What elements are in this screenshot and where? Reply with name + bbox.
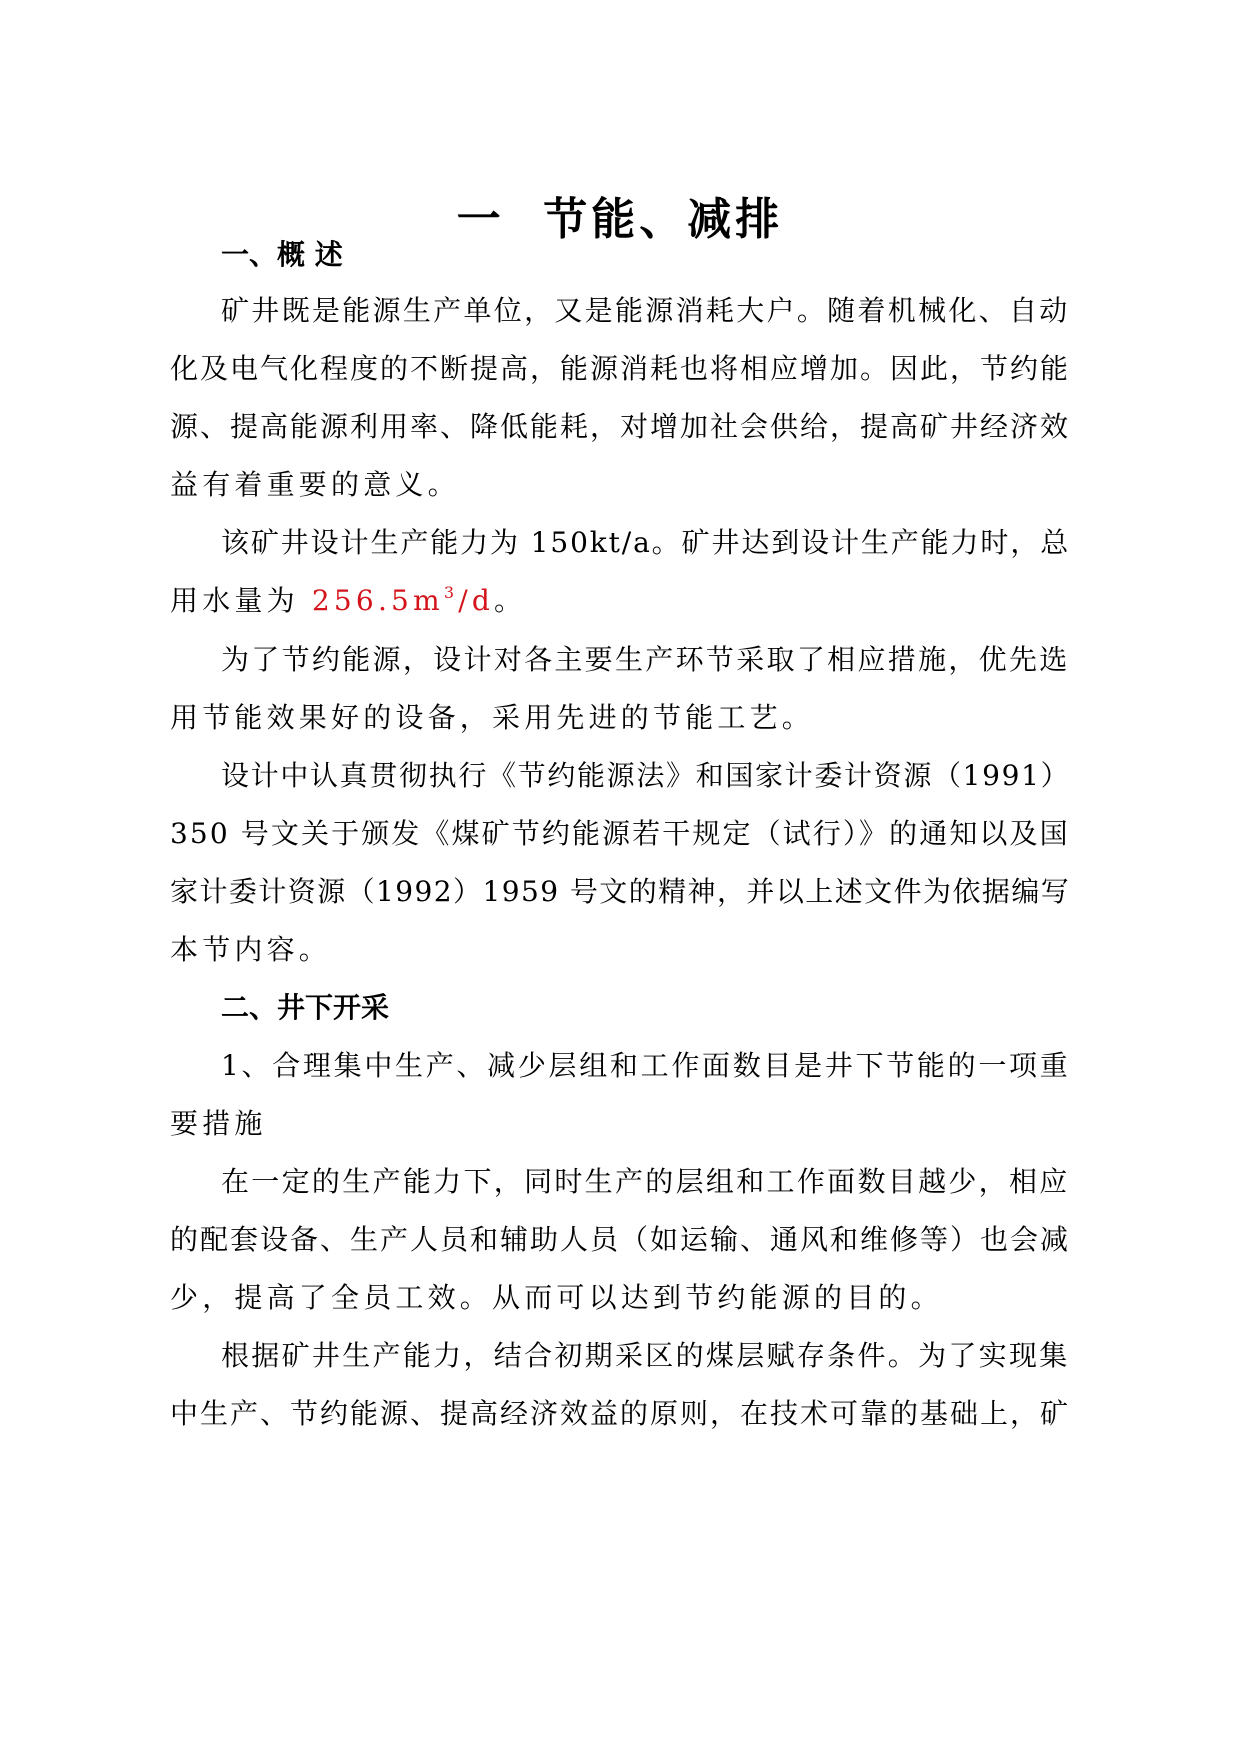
- water-usage-unit: /d: [458, 584, 494, 617]
- water-usage-superscript: 3: [443, 583, 459, 602]
- water-usage-number: 256.5m: [311, 584, 444, 617]
- section-heading-overview: 一、概 述: [221, 238, 343, 271]
- paragraph-line: 家计委计资源（1992）1959 号文的精神，并以上述文件为依据编写: [170, 875, 1071, 908]
- water-usage-suffix: 。: [493, 584, 527, 617]
- paragraph-line: 用节能效果好的设备，采用先进的节能工艺。: [170, 701, 815, 734]
- paragraph-line: 化及电气化程度的不断提高，能源消耗也将相应增加。因此，节约能: [170, 352, 1071, 385]
- water-usage-prefix: 用水量为: [170, 584, 312, 617]
- paragraph-line: 要措施: [170, 1107, 267, 1140]
- paragraph-line: 为了节约能源，设计对各主要生产环节采取了相应措施，优先选: [221, 643, 1070, 676]
- section-heading-underground-mining: 二、井下开采: [221, 991, 390, 1024]
- paragraph-line: 少，提高了全员工效。从而可以达到节约能源的目的。: [170, 1281, 943, 1314]
- paragraph-line: 在一定的生产能力下，同时生产的层组和工作面数目越少，相应: [221, 1165, 1070, 1198]
- paragraph-line: 本节内容。: [170, 933, 332, 966]
- paragraph-line: 的配套设备、生产人员和辅助人员（如运输、通风和维修等）也会减: [170, 1223, 1071, 1256]
- paragraph-line: 设计中认真贯彻执行《节约能源法》和国家计委计资源（1991）: [221, 759, 1071, 792]
- paragraph-line: 1、合理集中生产、减少层组和工作面数目是井下节能的一项重: [221, 1049, 1071, 1082]
- paragraph-line: 根据矿井生产能力，结合初期采区的煤层赋存条件。为了实现集: [221, 1339, 1070, 1372]
- paragraph-line: 益有着重要的意义。: [170, 468, 460, 501]
- water-usage-value: [312, 584, 494, 617]
- paragraph-line: 源、提高能源利用率、降低能耗，对增加社会供给，提高矿井经济效: [170, 410, 1071, 443]
- water-usage-line: [170, 581, 526, 621]
- paragraph-line: 中生产、节约能源、提高经济效益的原则，在技术可靠的基础上，矿: [170, 1397, 1071, 1430]
- paragraph-line: 350 号文关于颁发《煤矿节约能源若干规定（试行）》的通知以及国: [170, 817, 1070, 850]
- paragraph-line: 该矿井设计生产能力为 150kt/a。矿井达到设计生产能力时，总: [221, 526, 1071, 559]
- paragraph-line: 矿井既是能源生产单位，又是能源消耗大户。随着机械化、自动: [221, 294, 1070, 327]
- document-title: 一 节能、减排: [456, 194, 784, 245]
